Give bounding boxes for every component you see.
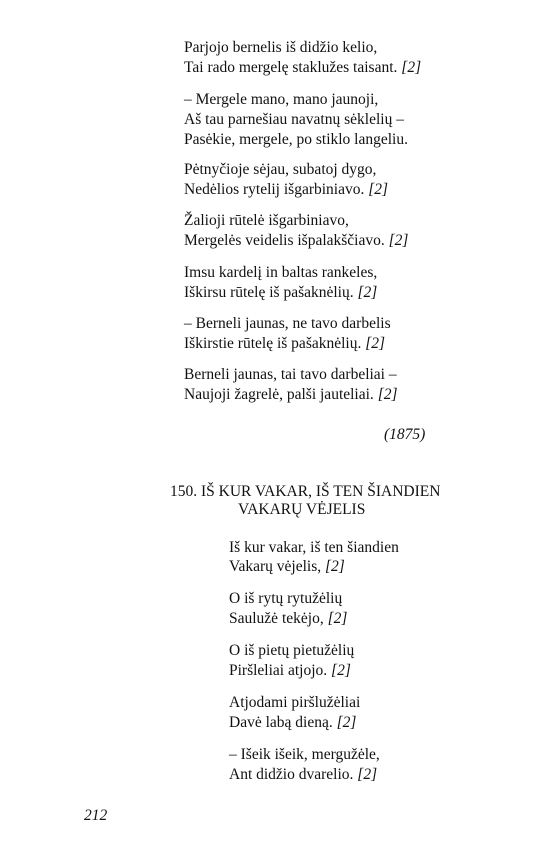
verse-line — [184, 58, 421, 78]
verse-text: Tai rado mergelę staklužes taisant. — [184, 59, 398, 76]
verse-text: Piršleliai atjojo. — [229, 662, 328, 679]
refrain-marker: [2] — [357, 284, 378, 301]
verse-line — [229, 713, 356, 733]
verse-line — [184, 180, 388, 200]
verse-line: – Berneli jaunas, ne tavo darbelis — [184, 315, 391, 332]
refrain-marker: [2] — [331, 662, 351, 679]
verse-line — [229, 661, 351, 681]
poem-date: (1875) — [384, 426, 426, 443]
verse-text: Saulužė tekėjo, — [229, 610, 324, 627]
verse-line: – Išeik išeik, mergužėle, — [229, 746, 380, 763]
verse-line — [229, 609, 347, 629]
refrain-marker: [2] — [324, 558, 345, 575]
verse-text: Vakarų vėjelis, — [229, 558, 322, 575]
verse-line — [229, 765, 377, 785]
verse-line: – Mergele mano, mano jaunoji, — [184, 91, 379, 108]
verse-line — [184, 231, 408, 251]
verse-line: O iš rytų rytužėlių — [229, 590, 343, 607]
verse-line — [184, 334, 385, 354]
verse-text: Nedėlios rytelij išgarbiniavo. — [184, 181, 365, 198]
verse-line: Pasėkie, mergele, po stiklo langeliu. — [184, 131, 408, 148]
refrain-marker: [2] — [368, 181, 389, 198]
refrain-marker: [2] — [388, 232, 409, 249]
verse-text: Mergelės veidelis išpalakščiavo. — [184, 232, 385, 249]
verse-line — [229, 557, 345, 577]
poem-title-line-1: 150. IŠ KUR VAKAR, IŠ TEN ŠIANDIEN — [170, 483, 441, 500]
verse-line: Žalioji rūtelė išgarbiniavo, — [184, 212, 349, 229]
verse-text: Naujoji žagrelė, palši jauteliai. — [184, 386, 374, 403]
verse-text: Iškirstie rūtelę iš pašaknėlių. — [184, 335, 362, 352]
verse-line: O iš pietų pietužėlių — [229, 642, 355, 659]
page-number: 212 — [84, 807, 108, 824]
verse-text: Davė labą dieną. — [229, 714, 333, 731]
refrain-marker: [2] — [365, 335, 386, 352]
refrain-marker: [2] — [401, 59, 422, 76]
refrain-marker: [2] — [336, 714, 357, 731]
verse-line: Imsu kardelį in baltas rankeles, — [184, 264, 378, 281]
verse-line: Aš tau parnešiau navatnų sėklelių – — [184, 111, 404, 128]
verse-line — [184, 283, 377, 303]
verse-line: Iš kur vakar, iš ten šiandien — [229, 539, 399, 556]
poem-title-line-2: VAKARŲ VĖJELIS — [238, 501, 366, 518]
verse-line: Berneli jaunas, tai tavo darbeliai – — [184, 366, 397, 383]
verse-line: Parjojo bernelis iš didžio kelio, — [184, 39, 378, 56]
verse-line — [184, 385, 398, 405]
verse-text: Iškirsu rūtelę iš pašaknėlių. — [184, 284, 354, 301]
verse-text: Ant didžio dvarelio. — [229, 766, 354, 783]
verse-line: Pėtnyčioje sėjau, subatoj dygo, — [184, 161, 377, 178]
verse-line: Atjodami piršlužėliai — [229, 694, 361, 711]
refrain-marker: [2] — [377, 386, 398, 403]
refrain-marker: [2] — [357, 766, 378, 783]
refrain-marker: [2] — [327, 610, 348, 627]
